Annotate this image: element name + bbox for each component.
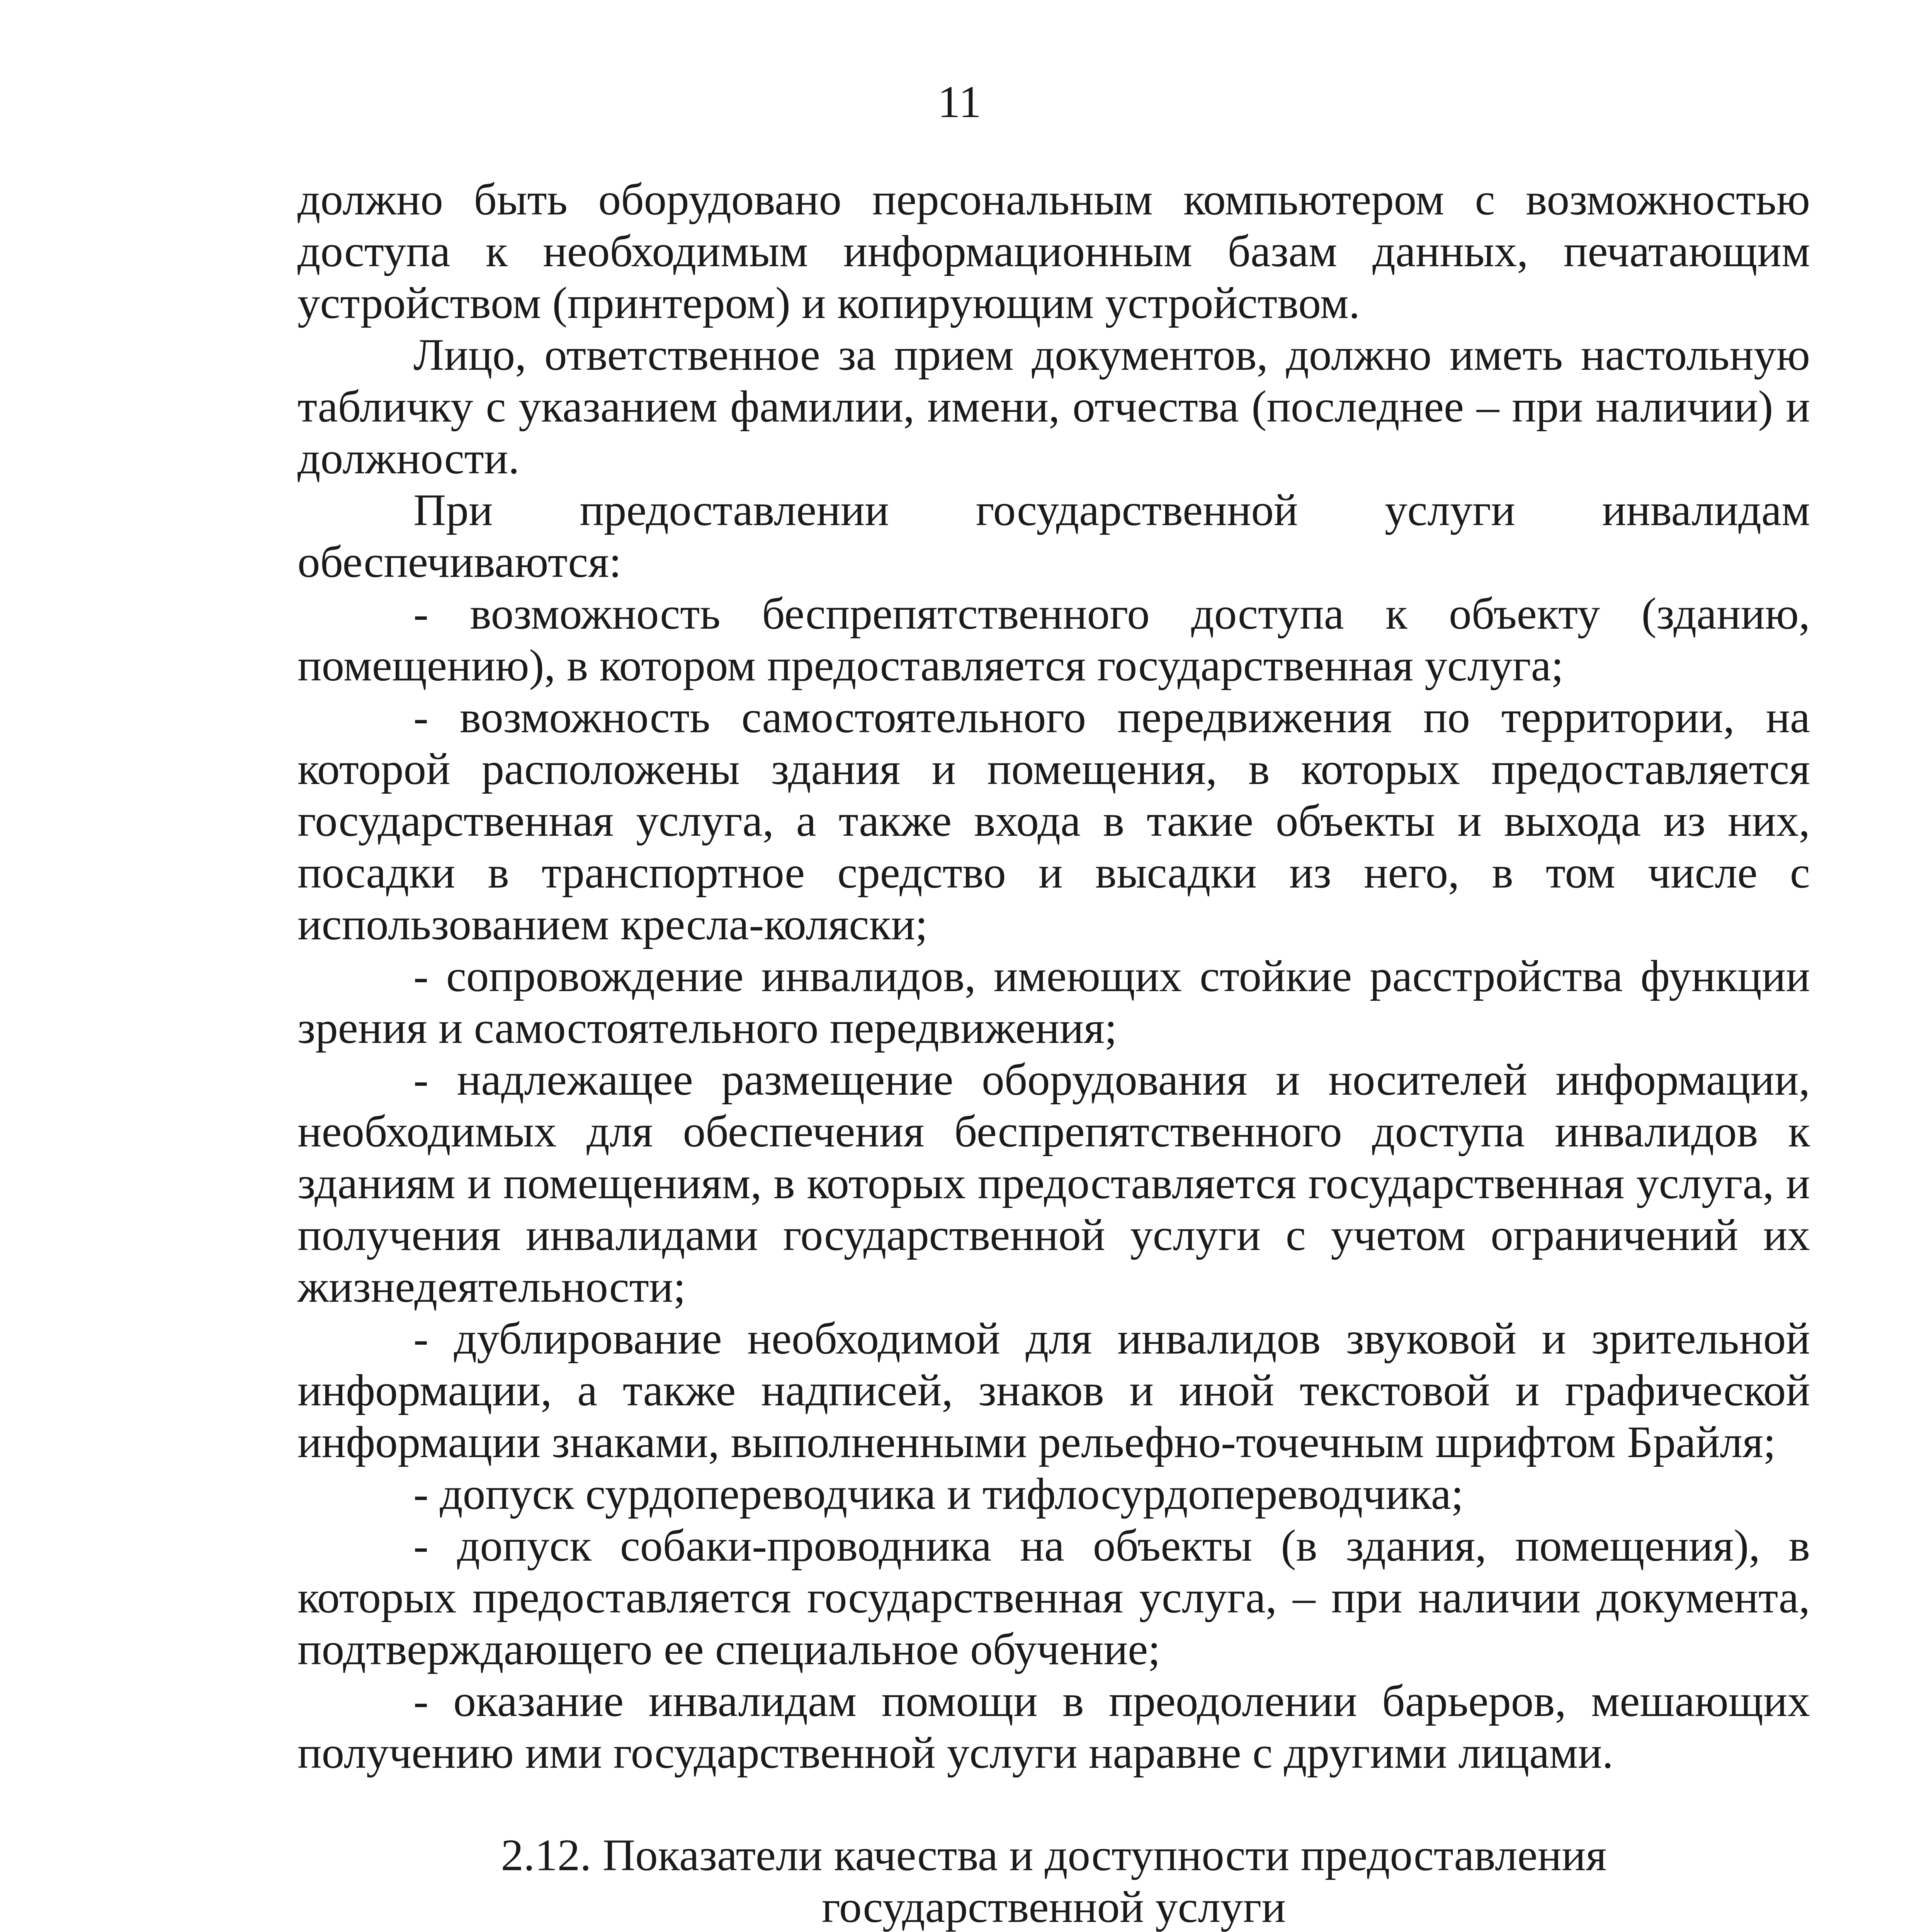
list-item-sign-interpreter: - допуск сурдопереводчика и тифлосурдопереводчика; xyxy=(413,1469,1464,1519)
list-item-access: - возможность беспрепятственного доступа к объекту (зданию, помещению), в котором предоставляется государственная услуга; xyxy=(297,589,1810,690)
list-item-duplication: - дублирование необходимой для инвалидов звуковой и зрительной информации, а также надписей, знаков и иной текстовой и графической информации знаками, выполненными рельефно-точечным шрифтом Брайля; xyxy=(297,1314,1810,1467)
list-item-assistance: - оказание инвалидам помощи в преодолении барьеров, мешающих получению ими государственной услуги наравне с другими лицами. xyxy=(297,1676,1810,1778)
paragraph-nameplate: Лицо, ответственное за прием документов, должно иметь настольную табличку с указанием фамилии, имени, отчества (последнее – при наличии) и должности. xyxy=(297,330,1810,483)
body-text-top xyxy=(297,174,1810,1779)
list-item-movement: - возможность самостоятельного передвижения по территории, на которой расположены здания и помещения, в которых предоставляется государственная услуга, а также входа в такие объекты и выхода из них, посадки в транспортное средство и высадки из него, в том числе с использованием кресла-коляски; xyxy=(297,692,1810,949)
list-item-equipment-placement: - надлежащее размещение оборудования и носителей информации, необходимых для обеспечения беспрепятственного доступа инвалидов к зданиям и помещениям, в которых предоставляется государственная услуга, и получения инвалидами государственной услуги с учетом ограничений их жизнедеятельности; xyxy=(297,1055,1810,1312)
section-heading-line-2: государственной услуги xyxy=(821,1882,1286,1932)
page-number: 11 xyxy=(937,77,982,127)
list-item-escort: - сопровождение инвалидов, имеющих стойкие расстройства функции зрения и самостоятельного передвижения; xyxy=(297,951,1810,1053)
paragraph-equipment: должно быть оборудовано персональным компьютером с возможностью доступа к необходимым информационным базам данных, печатающим устройством (принтером) и копирующим устройством. xyxy=(297,175,1810,328)
section-heading xyxy=(297,1830,1810,1932)
section-heading-line-1: 2.12. Показатели качества и доступности предоставления xyxy=(501,1830,1607,1880)
list-item-guide-dog: - допуск собаки-проводника на объекты (в здания, помещения), в которых предоставляется государственная услуга, – при наличии документа, подтверждающего ее специальное обучение; xyxy=(297,1521,1810,1674)
paragraph-disabled-intro: При предоставлении государственной услуги инвалидам обеспечиваются: xyxy=(297,485,1810,587)
